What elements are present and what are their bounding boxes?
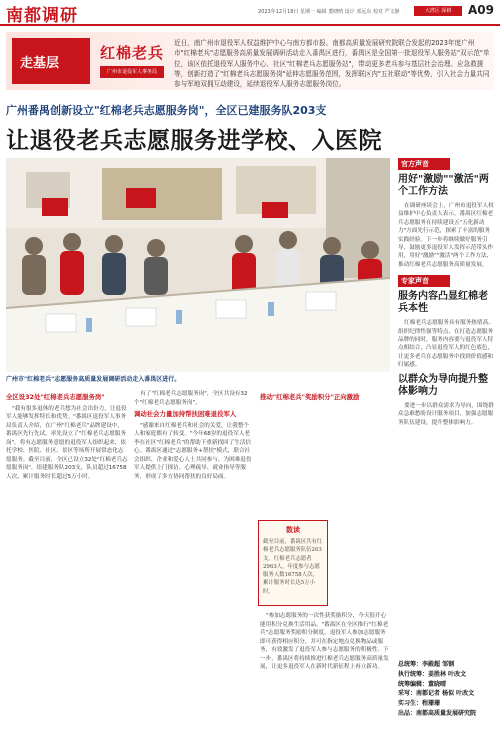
expert-voice-body: 红棉老兵志愿服务具有服务热情高、组织纪律性强等特点，在打造志愿服务品牌的同时，服务内容要与退役军人特点相结合，凸显退役军人的红色底色，让更多老兵在志愿服务中找到价值感和归属感。 bbox=[398, 320, 494, 369]
photo-caption: 广州市"红棉老兵"志愿服务高质量发展调研活动走入番禺区进行。 bbox=[6, 376, 181, 383]
main-headline: 让退役老兵志愿服务进学校、入医院 bbox=[6, 128, 382, 154]
section-title: 南都调研 bbox=[6, 6, 78, 26]
credit-line: 总统筹：李殿超 邹钢 bbox=[398, 661, 455, 668]
feature-banner bbox=[6, 32, 494, 90]
body-column-3-lower bbox=[260, 612, 390, 672]
credit-line: 出品：南都高质量发展研究院 bbox=[398, 709, 477, 717]
section-tag: 大湾区 深耕 bbox=[414, 6, 462, 16]
body-paragraph: 有了"红棉老兵志愿服务岗"，全区共设有32个"红棉老兵志愿服务岗"。 bbox=[134, 391, 248, 406]
data-box-body: 截至目前，番禺区共有红棉老兵志愿服务队伍203支，红棉老兵志愿者2963人，年度参与志愿服务人数16758人次，累计服务时长达5万小时。 bbox=[263, 539, 323, 595]
body-column-2 bbox=[134, 390, 254, 481]
official-voice-body: 在调研座谈会上，广州市退役军人权益维护中心负责人表示，番禺区红棉老兵志愿服务在持续建设五"五化新动力"方面先行示范，探索了丰富的服务实践经验。下一步将继续做好服务引导，鼓励更多退役军人发挥示范带头作用，用好"激励""激活"两个工作方法，推动红棉老兵志愿服务高质量发展。 bbox=[398, 203, 494, 268]
logo-subtitle: 广州市退役军人事务局 bbox=[100, 66, 164, 78]
credit-line: 采写：南都记者 杨似 叶改文 bbox=[398, 690, 475, 698]
meeting-photo bbox=[6, 158, 390, 372]
section-subhead: 推动"红棉老兵"奖励积分"正向激励 bbox=[260, 393, 360, 401]
body-paragraph: "感谢来自红棉老兵和社会的关爱，让我整个人和家庭都有了转变。"今年68岁的退役军人老李在社区"红棉老兵"的帮助下重新找回了生活信心。番禺区通过"志愿服务+帮扶"模式，联合社会组织、企业和爱心人士共同参与，为困难退役军人提供上门探访、心理疏导、就业指导等服务，形成了多方协同帮扶的良好局面。 bbox=[134, 422, 252, 480]
data-box bbox=[258, 520, 328, 606]
sidebar-column bbox=[398, 158, 494, 427]
masthead bbox=[0, 0, 500, 26]
issue-info: 2023年12月18日 星期一 编辑 董晓晴 设计 邓远东 校对 严文静 bbox=[258, 9, 400, 15]
kicker-headline: 广州番禺创新设立"红棉老兵志愿服务岗"，全区已建服务队203支 bbox=[6, 104, 327, 117]
logo-title: 红棉老兵 bbox=[100, 44, 165, 62]
section-subhead: 调动社会力量加持帮扶困难退役军人 bbox=[134, 410, 237, 418]
body-paragraph: "我有很多退休的老兵想为社会出份力，让退役军人能够发挥特长和优势。"番禺区退役军人事务局负责人介绍，在广州"红棉老兵"品牌建设中，番禺区先行先试，率先设立了"红棉老兵志愿服务岗"，将有志愿服务意愿的退役军人组织起来，依托学校、医院、社区、景区等场所开展常态化志愿服务。截至目前，全区已设立32处"红棉老兵志愿服务岗"，组建服务队203支，队员超过16758人次，累计服务时长超过5万小时。 bbox=[6, 405, 128, 480]
credit-line: 统筹编辑：董晓晴 bbox=[398, 680, 447, 688]
body-column-1 bbox=[6, 390, 128, 481]
banner-summary: 近日，南广州市退役军人权益维护中心与南方都市报、南都高质量发展研究院联合发起的2023年度广州市"红棉老兵"志愿服务高质量发展调研活动走入番禺区进行，番禺区是全国第一批退役军人服务站"双示范"单位，该区依托退役军人服务中心、社区"红棉老兵志愿服务站"，带动更多老兵参与基层社会治理、应急救援等，创新打造了"红棉老兵志愿服务岗"延伸志愿服务范围，发挥联区内"五社联动"等优势，引入社会力量共同参与军地双拥互动建设，延续退役军人服务志愿服务岗位。 bbox=[174, 39, 490, 89]
page-number: A09 bbox=[468, 3, 494, 17]
credit-line: 实习生：程珊珊 bbox=[398, 700, 441, 708]
expert-voice-title: 服务内容凸显红棉老兵本性 bbox=[398, 291, 488, 315]
credit-line: 执行统筹：姜胜林 叶改文 bbox=[398, 670, 467, 678]
badge-block bbox=[12, 38, 90, 84]
expert-voice-body-2: 要进一步以群众需求为导向，围绕群众急难愁盼设计服务项目，加强志愿服务队伍建设，提升整体影响力。 bbox=[398, 402, 494, 426]
official-voice-header: 官方声音 bbox=[398, 158, 450, 170]
expert-voice-title-2: 以群众为导向提升整体影响力 bbox=[398, 373, 488, 397]
body-paragraph: "参加志愿服务的一次性获奖励积分，今天很开心能用积分兑换生活用品。"番禺区在全区推行"红棉老兵"志愿服务奖励积分制度，退役军人参加志愿服务即可获得相应积分，并可在指定地点兑换物品或服务，有效激发了退役军人参与志愿服务的积极性。下一步，番禺区将持续推进红棉老兵志愿服务高质量发展，让更多退役军人在新时代新征程上再立新功。 bbox=[260, 613, 389, 670]
red-kapok-veteran-logo bbox=[98, 36, 168, 86]
official-voice-title: 用好"激励""激活"两个工作方法 bbox=[398, 174, 489, 197]
section-subhead: 全区设32处"红棉老兵志愿服务岗" bbox=[6, 393, 105, 401]
body-column-3 bbox=[260, 390, 390, 405]
badge-label: 走基层 bbox=[20, 56, 60, 71]
meeting-photo-image bbox=[6, 158, 390, 372]
credits bbox=[398, 660, 494, 719]
expert-voice-header: 专家声音 bbox=[398, 275, 450, 287]
data-box-title: 数读 bbox=[286, 526, 300, 534]
